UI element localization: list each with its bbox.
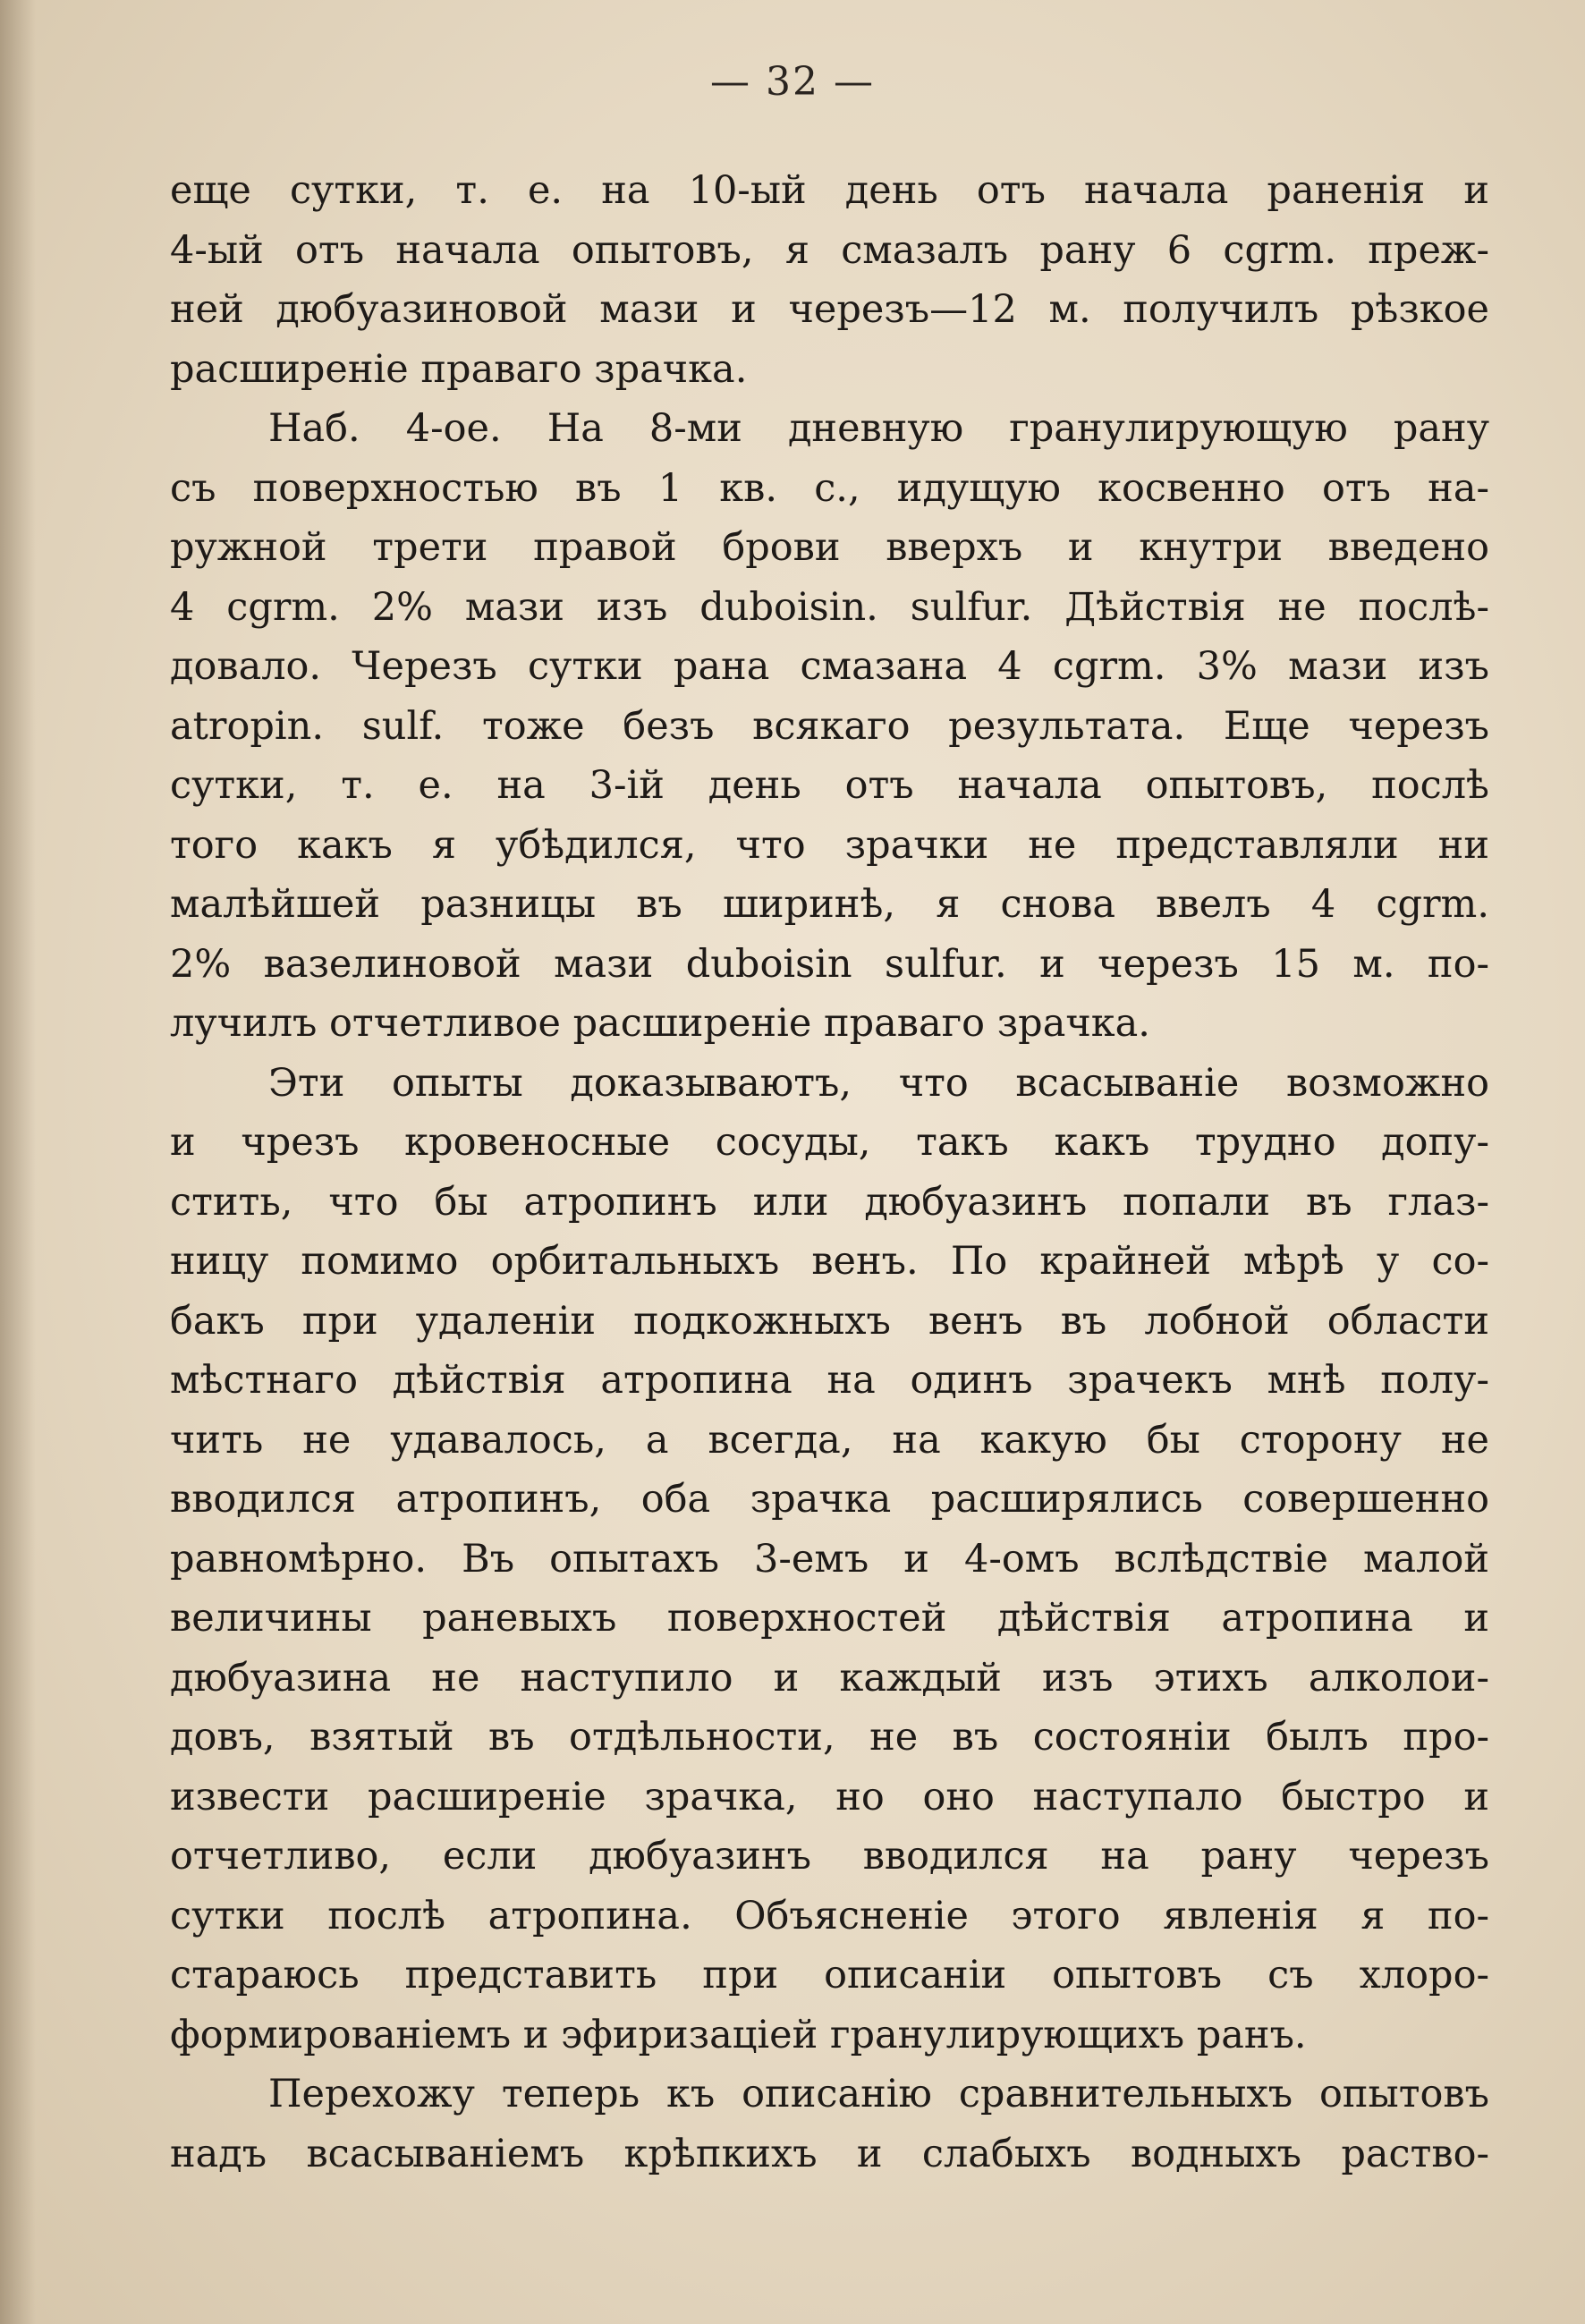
text-line: 2% вазелиновой мази duboisin sulfur. и черезъ 15 м. по-: [170, 941, 1489, 987]
text-line: бакъ при удаленіи подкожныхъ венъ въ лобной области: [170, 1298, 1489, 1344]
text-line: дюбуазина не наступило и каждый изъ этихъ алколои-: [170, 1655, 1489, 1701]
text-line: сутки, т. е. на 3-ій день отъ начала опытовъ, послѣ: [170, 763, 1489, 808]
text-line: формированіемъ и эфиризаціей гранулирующихъ ранъ.: [170, 2012, 1307, 2057]
text-line: стить, что бы атропинъ или дюбуазинъ попали въ глаз-: [170, 1179, 1489, 1225]
text-line: еще сутки, т. е. на 10-ый день отъ начала раненія и: [170, 168, 1489, 213]
text-line: довало. Черезъ сутки рана смазана 4 cgrm. 3% мази изъ: [170, 644, 1489, 689]
text-line: Наб. 4-ое. На 8-ми дневную гранулирующую рану: [268, 406, 1489, 451]
text-line: ницу помимо орбитальныхъ венъ. По крайней мѣрѣ у со-: [170, 1239, 1489, 1284]
text-line: стараюсь представить при описаніи опытовъ съ хлоро-: [170, 1953, 1489, 1997]
text-line: мѣстнаго дѣйствія атропина на одинъ зрачекъ мнѣ полу-: [170, 1358, 1489, 1403]
text-line: вводился атропинъ, оба зрачка расширялись совершенно: [170, 1477, 1489, 1522]
text-line: ней дюбуазиновой мази и черезъ—12 м. получилъ рѣзкое: [170, 287, 1489, 332]
text-line: съ поверхностью въ 1 кв. с., идущую косвенно отъ на-: [170, 465, 1489, 511]
text-line: надъ всасываніемъ крѣпкихъ и слабыхъ водныхъ раство-: [170, 2131, 1489, 2176]
text-line: ружной трети правой брови вверхъ и кнутри введено: [170, 525, 1489, 570]
text-line: лучилъ отчетливое расширеніе праваго зрачка.: [170, 1001, 1150, 1046]
text-line: того какъ я убѣдился, что зрачки не представляли ни: [170, 822, 1489, 868]
text-line: 4 cgrm. 2% мази изъ duboisin. sulfur. Дѣйствія не послѣ-: [170, 584, 1489, 630]
text-line: Эти опыты доказываютъ, что всасываніе возможно: [268, 1060, 1489, 1106]
text-line: чить не удавалось, а всегда, на какую бы сторону не: [170, 1417, 1489, 1463]
text-line: малѣйшей разницы въ ширинѣ, я снова ввелъ 4 cgrm.: [170, 882, 1489, 927]
text-line: сутки послѣ атропина. Объясненіе этого явленія я по-: [170, 1893, 1489, 1938]
page-number: — 32 —: [710, 59, 875, 105]
text-line: расширеніе праваго зрачка.: [170, 346, 748, 392]
text-line: и чрезъ кровеносные сосуды, такъ какъ трудно допу-: [170, 1120, 1489, 1165]
text-line: 4-ый отъ начала опытовъ, я смазалъ рану 6 cgrm. преж-: [170, 227, 1489, 273]
text-line: отчетливо, если дюбуазинъ вводился на рану черезъ: [170, 1834, 1489, 1879]
text-line: величины раневыхъ поверхностей дѣйствія атропина и: [170, 1596, 1489, 1641]
text-line: извести расширеніе зрачка, но оно наступало быстро и: [170, 1774, 1489, 1819]
text-line: Перехожу теперь къ описанію сравнительныхъ опытовъ: [268, 2072, 1489, 2116]
text-line: довъ, взятый въ отдѣльности, не въ состояніи былъ про-: [170, 1715, 1489, 1760]
body-text: [170, 161, 1489, 2184]
text-line: atropin. sulf. тоже безъ всякаго результата. Еще черезъ: [170, 703, 1489, 749]
page-edge-shadow: [0, 0, 36, 2324]
text-line: равномѣрно. Въ опытахъ 3-емъ и 4-омъ вслѣдствіе малой: [170, 1536, 1489, 1582]
